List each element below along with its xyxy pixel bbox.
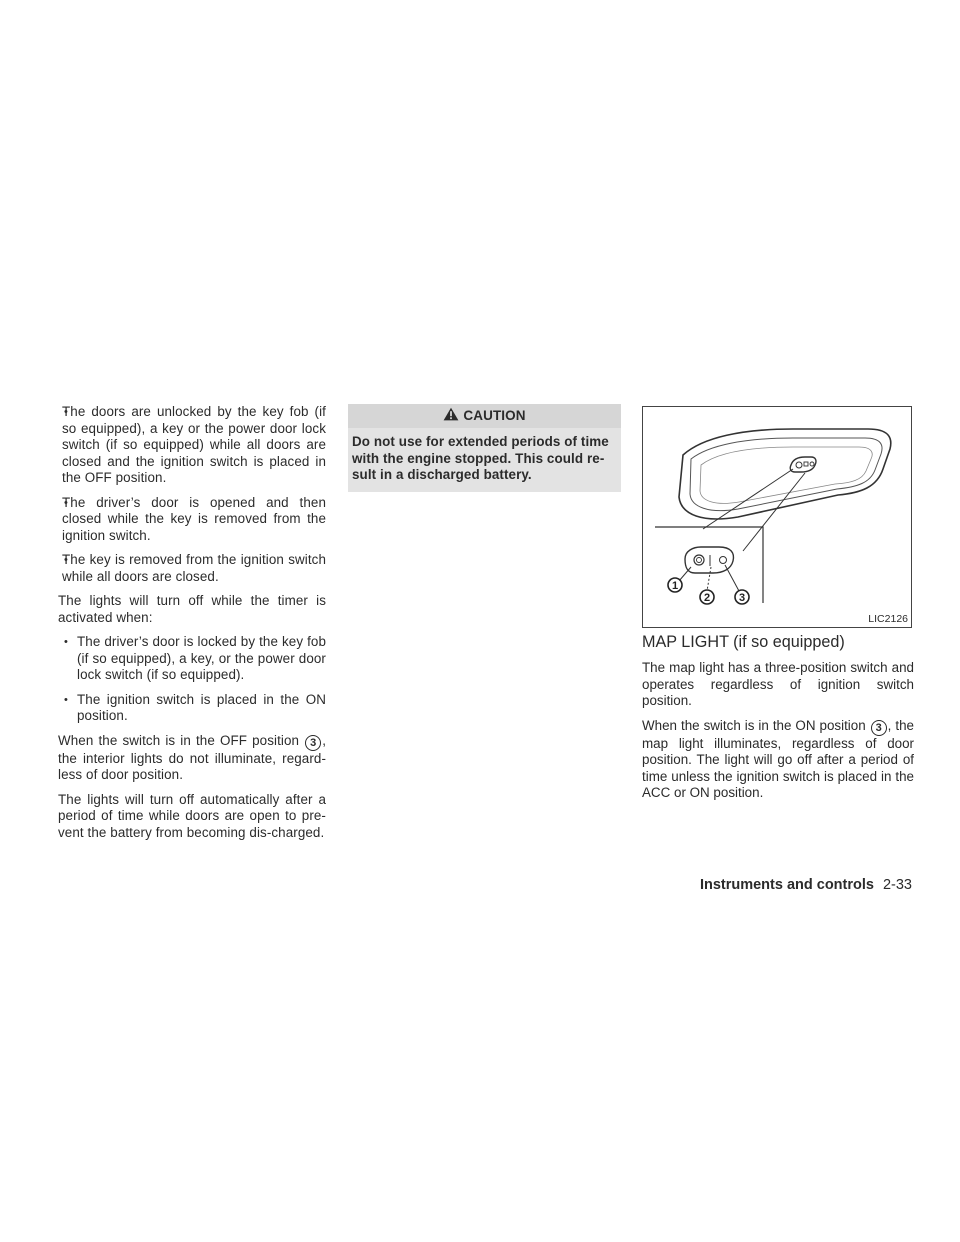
callout-marker: 3 (305, 735, 321, 751)
page-number: 2-33 (882, 877, 912, 893)
callout-1 (668, 578, 682, 592)
caution-box (348, 404, 621, 492)
map-light-illustration (642, 406, 912, 628)
map-light-on-paragraph (642, 718, 914, 802)
callout-marker: 3 (871, 720, 887, 736)
callout-2 (700, 590, 714, 604)
on-para-text: When the switch is in the ON position (642, 717, 866, 733)
off-para-text: When the switch is in the OFF position (58, 732, 300, 748)
bullet-item: • The driver’s door is locked by the key fob (if so equipped), a key, or the power door lock switch (if so equipped). (58, 634, 326, 684)
off-para-text-cont: , the interior lights do not illuminate, regard-less of door position. (58, 732, 327, 782)
callout-3 (735, 590, 749, 604)
warning-triangle-icon (443, 407, 459, 426)
page-footer (700, 877, 912, 893)
bullet-item: • The key is removed from the ignition switch while all doors are closed. (58, 552, 326, 585)
left-column (58, 404, 326, 849)
svg-text:3: 3 (738, 592, 746, 604)
svg-text:2: 2 (703, 592, 711, 604)
bullet-item: • The ignition switch is placed in the ON position. (58, 692, 326, 725)
map-light-paragraph: The map light has a three-position switch and operates regardless of ignition switch position. (642, 660, 914, 708)
section-heading: MAP LIGHT (if so equipped) (642, 633, 845, 651)
map-light-text (642, 660, 914, 810)
map-light-drawing (643, 407, 911, 627)
off-position-paragraph (58, 733, 326, 784)
caution-label: CAUTION (463, 407, 526, 423)
figure-code: LIC2126 (868, 613, 908, 625)
auto-off-paragraph: The lights will turn off automatically after a period of time while doors are open to pre-vent the battery from becoming dis-charged. (58, 791, 326, 840)
section-title: Instruments and controls (699, 877, 874, 893)
middle-column (348, 404, 621, 492)
svg-text:1: 1 (671, 580, 679, 592)
caution-text: Do not use for extended periods of time with the engine stopped. This could re-sult in a discharged battery. (352, 434, 609, 482)
timer-intro: The lights will turn off while the timer is activated when: (58, 593, 326, 625)
on-para-text-cont: , the map light illuminates, regardless of door position. The light will go off after a period of time unless the ignition switch is placed in the ACC or ON position. (642, 717, 914, 800)
caution-header (348, 404, 621, 428)
bullet-item: • The driver’s door is opened and then closed while the key is removed from the ignition switch. (58, 495, 326, 545)
bullet-item: • The doors are unlocked by the key fob (if so equipped), a key or the power door lock switch (if so equipped) while all doors are closed and the ignition switch is placed in the OFF position. (58, 404, 326, 487)
